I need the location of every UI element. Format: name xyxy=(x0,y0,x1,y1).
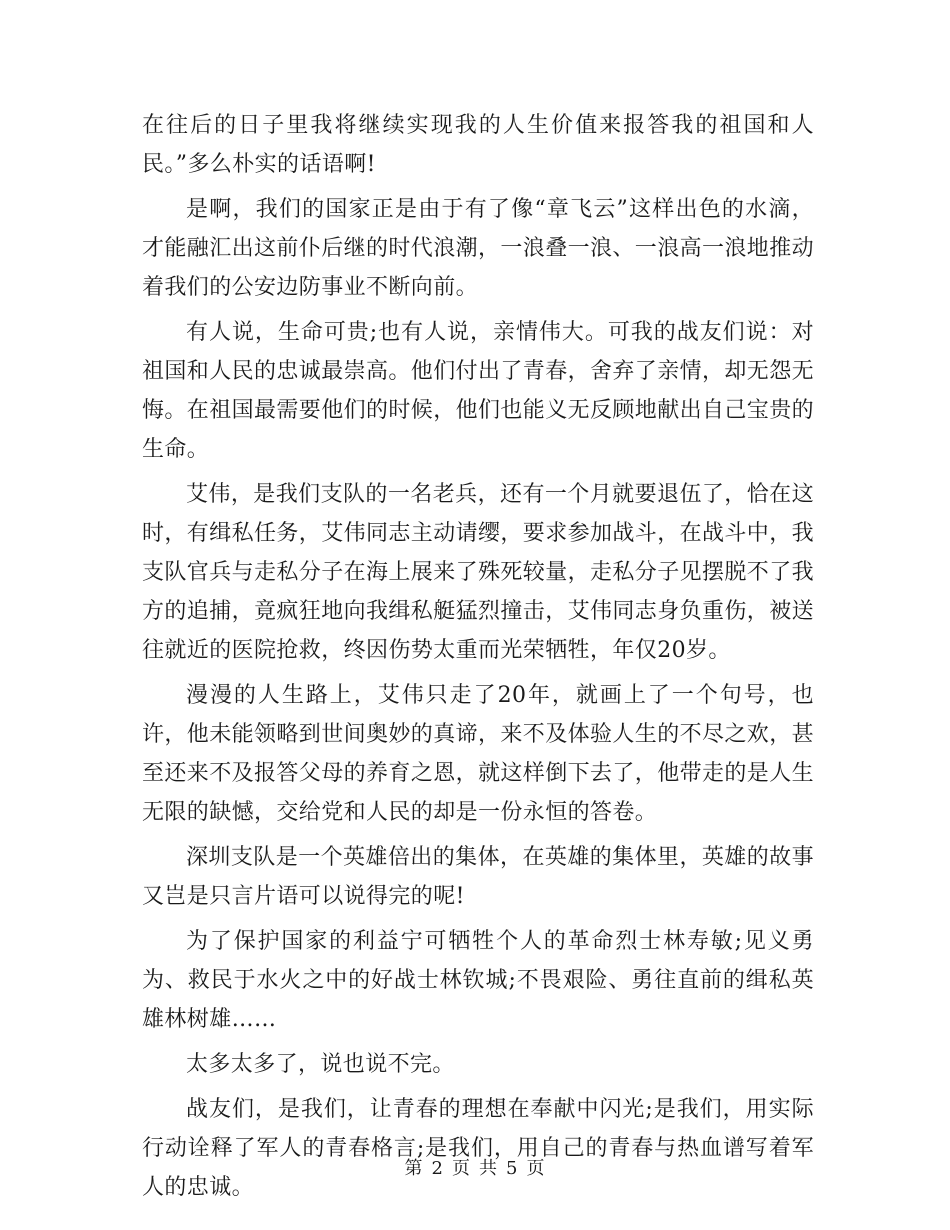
document-body xyxy=(142,106,814,1207)
footer-current-page: 2 xyxy=(431,1158,444,1179)
page-number-footer xyxy=(0,1154,950,1180)
footer-prefix: 第 xyxy=(404,1158,424,1179)
footer-total-pages: 5 xyxy=(506,1158,519,1179)
paragraph-2: 是啊，我们的国家正是由于有了像“章飞云”这样出色的水滴，才能融汇出这前仆后继的时代浪潮，一浪叠一浪、一浪高一浪地推动着我们的公安边防事业不断向前。 xyxy=(142,197,815,300)
footer-suffix: 页 xyxy=(526,1158,546,1179)
paragraph-6: 深圳支队是一个英雄倍出的集体，在英雄的集体里，英雄的故事又岂是只言片语可以说得完的呢! xyxy=(142,845,814,909)
paragraph-5: 漫漫的人生路上，艾伟只走了20年，就画上了一个句号，也许，他未能领略到世间奥妙的真谛，来不及体验人生的不尽之欢，甚至还来不及报答父母的养育之恩，就这样倒下去了，他带走的是人生无限的缺憾，交给党和人民的却是一份永恒的答卷。 xyxy=(142,683,815,825)
paragraph-7: 为了保护国家的利益宁可牺牲个人的革命烈士林寿敏;见义勇为、救民于水火之中的好战士林钦城;不畏艰险、勇往直前的缉私英雄林树雄…… xyxy=(142,929,814,1032)
paragraph-4: 艾伟，是我们支队的一名老兵，还有一个月就要退伍了，恰在这时，有缉私任务，艾伟同志主动请缨，要求参加战斗，在战斗中，我支队官兵与走私分子在海上展来了殊死较量，走私分子见摆脱不了我方的追捕，竟疯狂地向我缉私艇猛烈撞击，艾伟同志身负重伤，被送往就近的医院抢救，终因伤势太重而光荣牺牲，年仅20岁。 xyxy=(142,482,815,663)
paragraph-8: 太多太多了，说也说不完。 xyxy=(186,1052,455,1077)
paragraph-9: 战友们，是我们，让青春的理想在奉献中闪光;是我们，用实际行动诠释了军人的青春格言;是我们，用自己的青春与热血谱写着军人的忠诚。 xyxy=(142,1097,814,1200)
paragraph-1: 在往后的日子里我将继续实现我的人生价值来报答我的祖国和人民。”多么朴实的话语啊! xyxy=(142,113,814,177)
footer-page-word: 页 xyxy=(452,1158,471,1179)
footer-total-prefix: 共 xyxy=(479,1158,498,1179)
paragraph-3: 有人说，生命可贵;也有人说，亲情伟大。可我的战友们说：对祖国和人民的忠诚最崇高。他们付出了青春，舍弃了亲情，却无怨无悔。在祖国最需要他们的时候，他们也能义无反顾地献出自己宝贵的生命。 xyxy=(142,320,815,462)
